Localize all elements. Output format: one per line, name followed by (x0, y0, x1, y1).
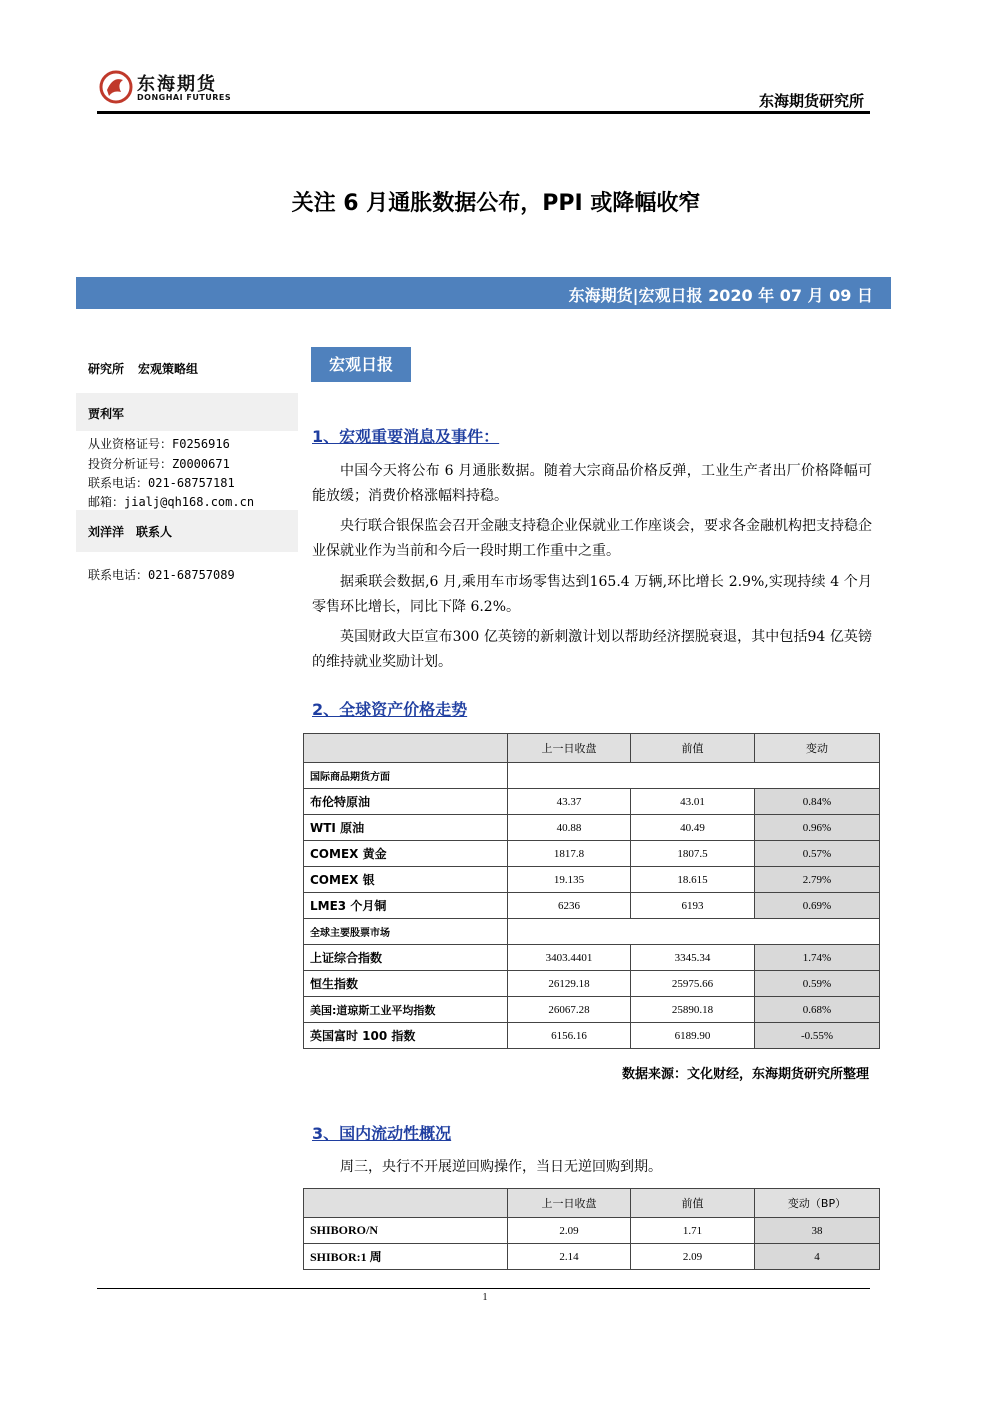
news-paragraph-3: 据乘联会数据,6 月,乘用车市场零售达到165.4 万辆,环比增长 2.9%,实现持续 4 个月零售环比增长，同比下降 6.2%。 (312, 574, 872, 615)
asset-name: COMEX 银 (304, 867, 508, 893)
change-value: 1.74% (755, 945, 880, 971)
prev-value: 18.615 (631, 867, 755, 893)
analyst1-invest-cert: 投资分析证号：Z0000671 (88, 457, 230, 471)
change-value: 38 (755, 1218, 880, 1244)
report-banner (76, 277, 891, 309)
prev-value: 25975.66 (631, 971, 755, 997)
change-value: 4 (755, 1244, 880, 1270)
group-title: 全球主要股票市场 (304, 919, 508, 945)
analyst2-phone: 联系电话：021-68757089 (88, 568, 235, 582)
group-spacer (508, 763, 880, 789)
table-header-row (304, 734, 880, 763)
prev-value: 1807.5 (631, 841, 755, 867)
rate-name: SHIBOR:1 周 (304, 1244, 508, 1270)
banner-text: 东海期货|宏观日报 2020 年 07 月 09 日 (568, 286, 873, 305)
table-row (304, 789, 880, 815)
change-value: 2.79% (755, 867, 880, 893)
prev-value: 6189.90 (631, 1023, 755, 1049)
header-cell: 前值 (631, 734, 755, 763)
table-row (304, 841, 880, 867)
logo-subtext: DONGHAI FUTURES (137, 93, 232, 102)
group-label: 宏观策略组 (138, 362, 199, 376)
change-value: -0.55% (755, 1023, 880, 1049)
asset-name: LME3 个月铜 (304, 893, 508, 919)
report-title: 关注 6 月通胀数据公布，PPI 或降幅收窄 (291, 191, 701, 216)
close-value: 26129.18 (508, 971, 631, 997)
change-value: 0.84% (755, 789, 880, 815)
close-value: 2.14 (508, 1244, 631, 1270)
group-title: 国际商品期货方面 (304, 763, 508, 789)
prev-value: 43.01 (631, 789, 755, 815)
analyst2-name: 刘洋洋 联系人 (88, 525, 173, 539)
section1-heading: 1、宏观重要消息及事件： (312, 427, 500, 446)
close-value: 1817.8 (508, 841, 631, 867)
header-cell: 上一日收盘 (508, 734, 631, 763)
asset-name: 恒生指数 (304, 971, 508, 997)
asset-price-table (303, 733, 880, 1049)
close-value: 2.09 (508, 1218, 631, 1244)
header-divider (97, 111, 870, 114)
prev-value: 25890.18 (631, 997, 755, 1023)
table-row (304, 1218, 880, 1244)
rate-name: SHIBORO/N (304, 1218, 508, 1244)
footer-divider (97, 1288, 870, 1289)
group-spacer (508, 919, 880, 945)
news-paragraph-4: 英国财政大臣宣布300 亿英镑的新刺激计划以帮助经济摆脱衰退，其中包括94 亿英镑的维持就业奖励计划。 (312, 629, 872, 670)
close-value: 3403.4401 (508, 945, 631, 971)
table-row (304, 997, 880, 1023)
header-cell: 前值 (631, 1189, 755, 1218)
change-value: 0.68% (755, 997, 880, 1023)
asset-name: 布伦特原油 (304, 789, 508, 815)
prev-value: 40.49 (631, 815, 755, 841)
change-value: 0.57% (755, 841, 880, 867)
section-tag: 宏观日报 (311, 347, 411, 382)
asset-name: COMEX 黄金 (304, 841, 508, 867)
table-row (304, 1244, 880, 1270)
close-value: 26067.28 (508, 997, 631, 1023)
analyst1-email[interactable]: 邮箱：jialj@qh168.com.cn (88, 495, 255, 509)
close-value: 19.135 (508, 867, 631, 893)
close-value: 6156.16 (508, 1023, 631, 1049)
header-cell: 上一日收盘 (508, 1189, 631, 1218)
asset-name: 上证综合指数 (304, 945, 508, 971)
header-cell: 变动 (755, 734, 880, 763)
dragon-logo-icon (97, 68, 135, 106)
change-value: 0.59% (755, 971, 880, 997)
sidebar-department (88, 360, 212, 377)
prev-value: 2.09 (631, 1244, 755, 1270)
close-value: 40.88 (508, 815, 631, 841)
close-value: 6236 (508, 893, 631, 919)
dept-label: 研究所 (88, 362, 125, 376)
table-row (304, 1023, 880, 1049)
data-source-note: 数据来源：文化财经，东海期货研究所整理 (621, 1067, 869, 1082)
table-row (304, 815, 880, 841)
group-row (304, 763, 880, 789)
prev-value: 6193 (631, 893, 755, 919)
header-cell: 变动（BP） (755, 1189, 880, 1218)
header-cell (304, 734, 508, 763)
analyst1-phone: 联系电话：021-68757181 (88, 476, 235, 490)
table-row (304, 867, 880, 893)
liquidity-table (303, 1188, 880, 1270)
news-paragraph-2: 央行联合银保监会召开金融支持稳企业保就业工作座谈会，要求各金融机构把支持稳企业保就业作为当前和今后一段时期工作重中之重。 (312, 518, 872, 559)
close-value: 43.37 (508, 789, 631, 815)
section3-heading: 3、国内流动性概况 (312, 1124, 452, 1143)
liquidity-paragraph: 周三，央行不开展逆回购操作，当日无逆回购到期。 (340, 1159, 662, 1175)
logo-text: 东海期货 (137, 74, 217, 95)
analyst1-cert: 从业资格证号：F0256916 (88, 437, 230, 451)
table-row (304, 945, 880, 971)
table-row (304, 971, 880, 997)
section2-heading: 2、全球资产价格走势 (312, 700, 468, 719)
institute-name: 东海期货研究所 (758, 92, 864, 110)
group-row (304, 919, 880, 945)
table-row (304, 893, 880, 919)
table-header-row (304, 1189, 880, 1218)
prev-value: 3345.34 (631, 945, 755, 971)
logo (97, 68, 237, 108)
news-paragraph-1: 中国今天将公布 6 月通胀数据。随着大宗商品价格反弹，工业生产者出厂价格降幅可能放缓；消费价格涨幅料持稳。 (312, 463, 872, 504)
change-value: 0.96% (755, 815, 880, 841)
asset-name: 英国富时 100 指数 (304, 1023, 508, 1049)
change-value: 0.69% (755, 893, 880, 919)
asset-name: 美国:道琼斯工业平均指数 (304, 997, 508, 1023)
prev-value: 1.71 (631, 1218, 755, 1244)
asset-name: WTI 原油 (304, 815, 508, 841)
page-number: 1 (482, 1292, 488, 1303)
header-cell (304, 1189, 508, 1218)
analyst1-name: 贾利军 (88, 407, 125, 421)
